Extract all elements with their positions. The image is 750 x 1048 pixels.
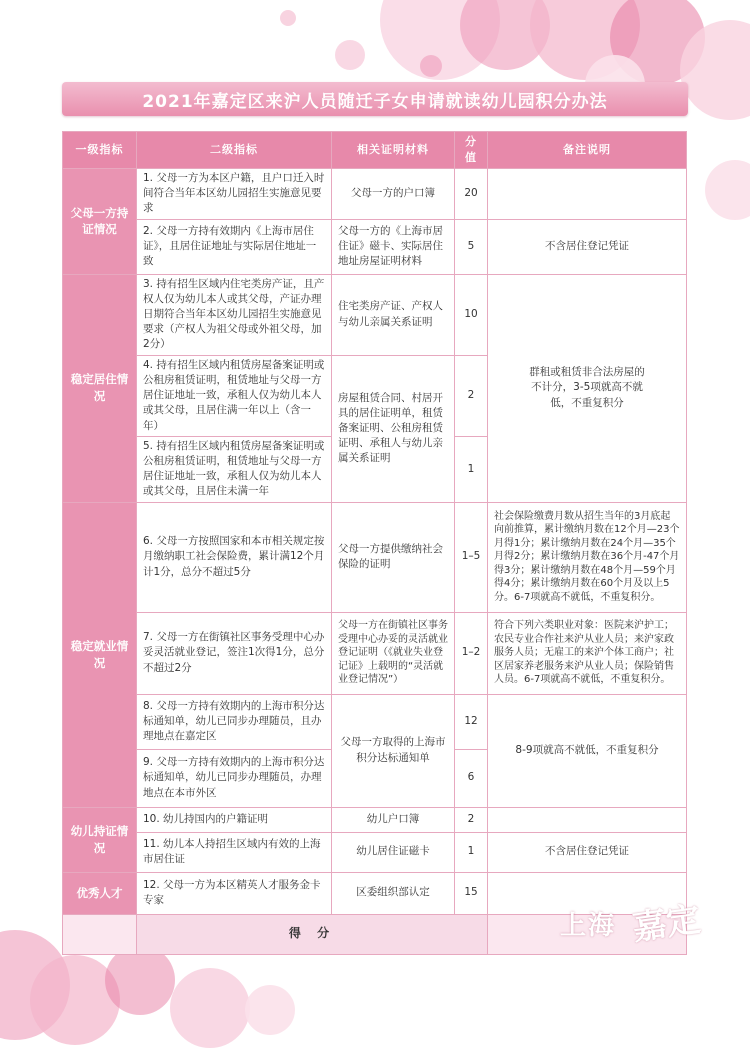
total-blank [63,914,137,954]
watermark-logo: 嘉定 [630,899,703,949]
material-text: 父母一方在街镇社区事务受理中心办妥的灵活就业登记证明（《就业失业登记证》上载明的“灵活就业登记情况”） [332,612,455,694]
item-text: 3. 持有招生区域内住宅类房产证，且产权人仅为幼儿本人或其父母，产证办理日期符合当年本区幼儿园招生实施意见要求（产权人为祖父母或外祖父母，加2分） [137,274,332,355]
item-text: 12. 父母一方为本区精英人才服务金卡专家 [137,872,332,914]
item-text: 4. 持有招生区域内租赁房屋备案证明或公租房租赁证明，租赁地址与父母一方居住证地址一致，承租人仅为幼儿本人或其父母，且居住满一年以上（含一年） [137,355,332,436]
item-text: 6. 父母一方按照国家和本市相关规定按月缴纳职工社会保险费，累计满12个月计1分，总分不超过5分 [137,502,332,612]
material-text: 父母一方的户口簿 [332,168,455,219]
category-stable-employment: 稳定就业情况 [63,502,137,807]
table-row [63,694,687,749]
material-text: 区委组织部认定 [332,872,455,914]
page-title: 2021年嘉定区来沪人员随迁子女申请就读幼儿园积分办法 [62,82,688,116]
score-table [62,131,687,955]
item-text: 1. 父母一方为本区户籍，且户口迁入时间符合当年本区幼儿园招生实施意见要求 [137,168,332,219]
note-text: 群租或租赁非合法房屋的不计分，3-5项就高不就低，不重复积分 [488,274,687,502]
score-value: 12 [455,694,488,749]
item-text: 8. 父母一方持有效期内的上海市积分达标通知单，幼儿已同步办理随员，且办理地点在嘉定区 [137,694,332,749]
category-child-permit: 幼儿持证情况 [63,807,137,872]
table-row [63,219,687,274]
item-text: 2. 父母一方持有效期内《上海市居住证》，且居住证地址与实际居住地址一致 [137,219,332,274]
material-text: 父母一方取得的上海市积分达标通知单 [332,694,455,807]
score-value: 1 [455,832,488,872]
note-text: 8-9项就高不就低，不重复积分 [488,694,687,807]
category-parent-permit: 父母一方持证情况 [63,168,137,274]
category-stable-residence: 稳定居住情况 [63,274,137,502]
total-label: 得 分 [137,914,488,954]
note-text: 社会保险缴费月数从招生当年的3月底起向前推算，累计缴纳月数在12个月—23个月得1分；累计缴纳月数在24个月—35个月得2分；累计缴纳月数在36个月-47个月得3分；累计缴纳月数在48个月—59个月得4分；累计缴纳月数在60个月及以上5分。6-7项就高不就低，不重复积分。 [488,502,687,612]
item-text: 9. 父母一方持有效期内的上海市积分达标通知单，幼儿已同步办理随员，办理地点在本市外区 [137,749,332,807]
decor-bubble [335,40,365,70]
decor-bubble [105,945,175,1015]
note-text: 不含居住登记凭证 [488,219,687,274]
table-row [63,612,687,694]
note-text [488,168,687,219]
decor-bubble [280,10,296,26]
table-row [63,168,687,219]
decor-bubble [705,160,750,220]
header-level1: 一级指标 [63,132,137,169]
item-text: 11. 幼儿本人持招生区域内有效的上海市居住证 [137,832,332,872]
header-notes: 备注说明 [488,132,687,169]
note-text: 不含居住登记凭证 [488,832,687,872]
decor-bubble [170,968,250,1048]
score-value: 15 [455,872,488,914]
score-value: 2 [455,807,488,832]
score-value: 10 [455,274,488,355]
score-value: 6 [455,749,488,807]
score-value: 20 [455,168,488,219]
item-text: 5. 持有招生区域内租赁房屋备案证明或公租房租赁证明，租赁地址与父母一方居住证地址一致，承租人仅为幼儿本人或其父母，且居住未满一年 [137,436,332,502]
note-text: 符合下列六类职业对象：医院来沪护工；农民专业合作社来沪从业人员；来沪家政服务人员；无雇工的来沪个体工商户；社区居家养老服务来沪从业人员；保险销售人员。6-7项就高不就低，不重复积分。 [488,612,687,694]
table-row [63,274,687,355]
table-row [63,832,687,872]
score-value: 2 [455,355,488,436]
category-talent: 优秀人才 [63,872,137,914]
header-level2: 二级指标 [137,132,332,169]
note-text [488,807,687,832]
table-row [63,502,687,612]
material-text: 父母一方提供缴纳社会保险的证明 [332,502,455,612]
score-value: 1–5 [455,502,488,612]
material-text: 父母一方的《上海市居住证》磁卡、实际居住地址房屋证明材料 [332,219,455,274]
score-value: 5 [455,219,488,274]
decor-bubble [420,55,442,77]
material-text: 住宅类房产证、产权人与幼儿亲属关系证明 [332,274,455,355]
material-text: 幼儿居住证磁卡 [332,832,455,872]
table-row [63,807,687,832]
score-value: 1–2 [455,612,488,694]
score-value: 1 [455,436,488,502]
decor-bubble [245,985,295,1035]
header-materials: 相关证明材料 [332,132,455,169]
item-text: 7. 父母一方在街镇社区事务受理中心办妥灵活就业登记，签注1次得1分，总分不超过2分 [137,612,332,694]
header-score: 分值 [455,132,488,169]
header-row [63,132,687,169]
material-text: 房屋租赁合同、村居开具的居住证明单，租赁备案证明、公租房租赁证明、承租人与幼儿亲属关系证明 [332,355,455,502]
item-text: 10. 幼儿持国内的户籍证明 [137,807,332,832]
material-text: 幼儿户口簿 [332,807,455,832]
watermark-text: 上海 [560,911,617,941]
